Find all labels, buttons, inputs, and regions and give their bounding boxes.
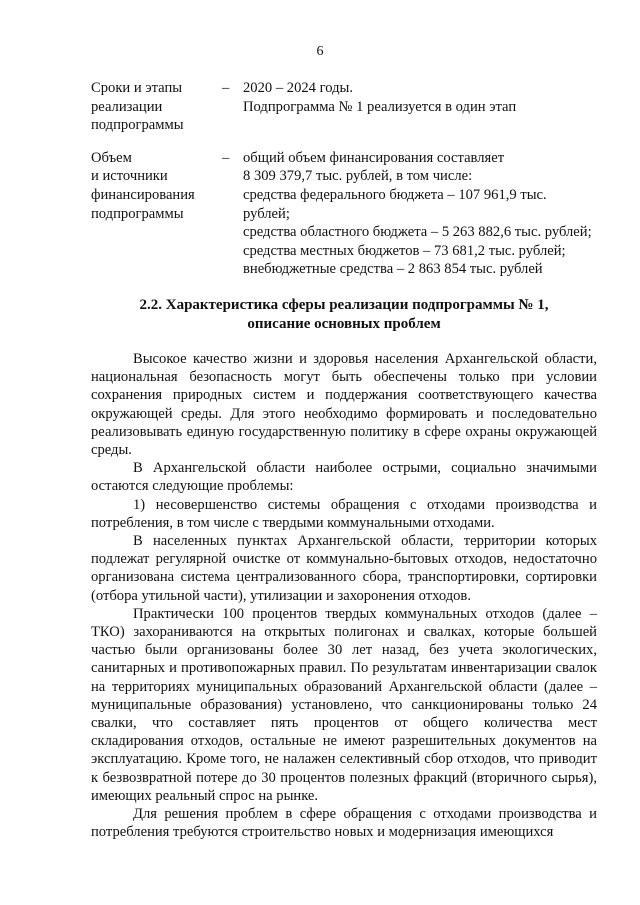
- value-line: Подпрограмма № 1 реализуется в один этап: [243, 98, 517, 115]
- paragraph: Практически 100 процентов твердых коммунальных отходов (далее – ТКО) захораниваются на открытых полигонах и свалках, которые большей частью были организованы более 30 лет назад, без учета экологических, санитарных и противопожарных правил. По результатам инвентаризации свалок на территориях муниципальных образований Архангельской области (далее – муниципальные образования) установлено, что санкционированы только 24 свалки, что составляет пять процентов от общего количества мест складирования отходов, остальные не имеют разрешительных документов на эксплуатацию. Кроме того, не налажен селективный сбор отходов, что приводит к безвозвратной потере до 30 процентов полезных фракций (вторичного сырья), имеющих реальный спрос на рынке.: [91, 605, 597, 804]
- label-line: финансирования: [91, 186, 195, 203]
- value-line: средства областного бюджета – 5 263 882,6 тыс. рублей;: [243, 224, 592, 241]
- paragraph: В Архангельской области наиболее острыми, социально значимыми остаются следующие проблемы:: [91, 460, 597, 495]
- value-line: 8 309 379,7 тыс. рублей, в том числе:: [243, 168, 473, 185]
- label-line: реализации: [91, 98, 163, 115]
- paragraph: 1) несовершенство системы обращения с отходами производства и потребления, в том числе с твердыми коммунальными отходами.: [91, 496, 597, 531]
- paragraph: Высокое качество жизни и здоровья населения Архангельской области, национальная безопасность могут быть обеспечены только при условии сохранения природных систем и поддержания соответствующего качества окружающей среды. Для этого необходимо формировать и последовательно реализовывать единую государственную политику в сфере охраны окружающей среды.: [91, 351, 597, 459]
- label-line: Объем: [91, 149, 132, 166]
- paragraph: В населенных пунктах Архангельской области, территории которых подлежат регулярной очистке от коммунально-бытовых отходов, недостаточно организована система централизованного сбора, транспортировки, сортировки (отбора утильной части), утилизации и захоронения отходов.: [91, 533, 597, 604]
- passport-label-terms: [91, 79, 222, 135]
- value-line: средства местных бюджетов – 73 681,2 тыс. рублей;: [243, 242, 566, 259]
- passport-label-financing: [91, 149, 222, 279]
- value-line: 2020 – 2024 годы.: [243, 80, 353, 96]
- label-line: подпрограммы: [91, 117, 184, 134]
- section-heading-line: 2.2. Характеристика сферы реализации подпрограммы № 1,: [139, 297, 549, 313]
- label-line: Сроки и этапы: [91, 80, 183, 96]
- value-line: средства федерального бюджета – 107 961,9 тыс.: [243, 186, 547, 203]
- subprogram-passport-table: [91, 79, 603, 293]
- value-line: рублей;: [243, 205, 290, 222]
- passport-value-financing: [243, 149, 603, 279]
- value-line: внебюджетные средства – 2 863 854 тыс. рублей: [243, 261, 543, 278]
- passport-value-terms: [243, 79, 603, 135]
- value-line: общий объем финансирования составляет: [243, 149, 505, 166]
- section-heading: [91, 296, 597, 334]
- label-line: подпрограммы: [91, 205, 184, 222]
- section-body: [91, 350, 597, 841]
- label-line: и источники: [91, 168, 168, 185]
- passport-row-terms: [91, 79, 603, 135]
- passport-dash: –: [222, 149, 230, 166]
- section-heading-line: описание основных проблем: [247, 316, 441, 332]
- paragraph: Для решения проблем в сфере обращения с отходами производства и потребления требуются строительство новых и модернизация имеющихся: [91, 806, 597, 841]
- passport-dash: –: [222, 80, 230, 96]
- page-number: 6: [316, 44, 324, 59]
- passport-row-financing: [91, 149, 603, 279]
